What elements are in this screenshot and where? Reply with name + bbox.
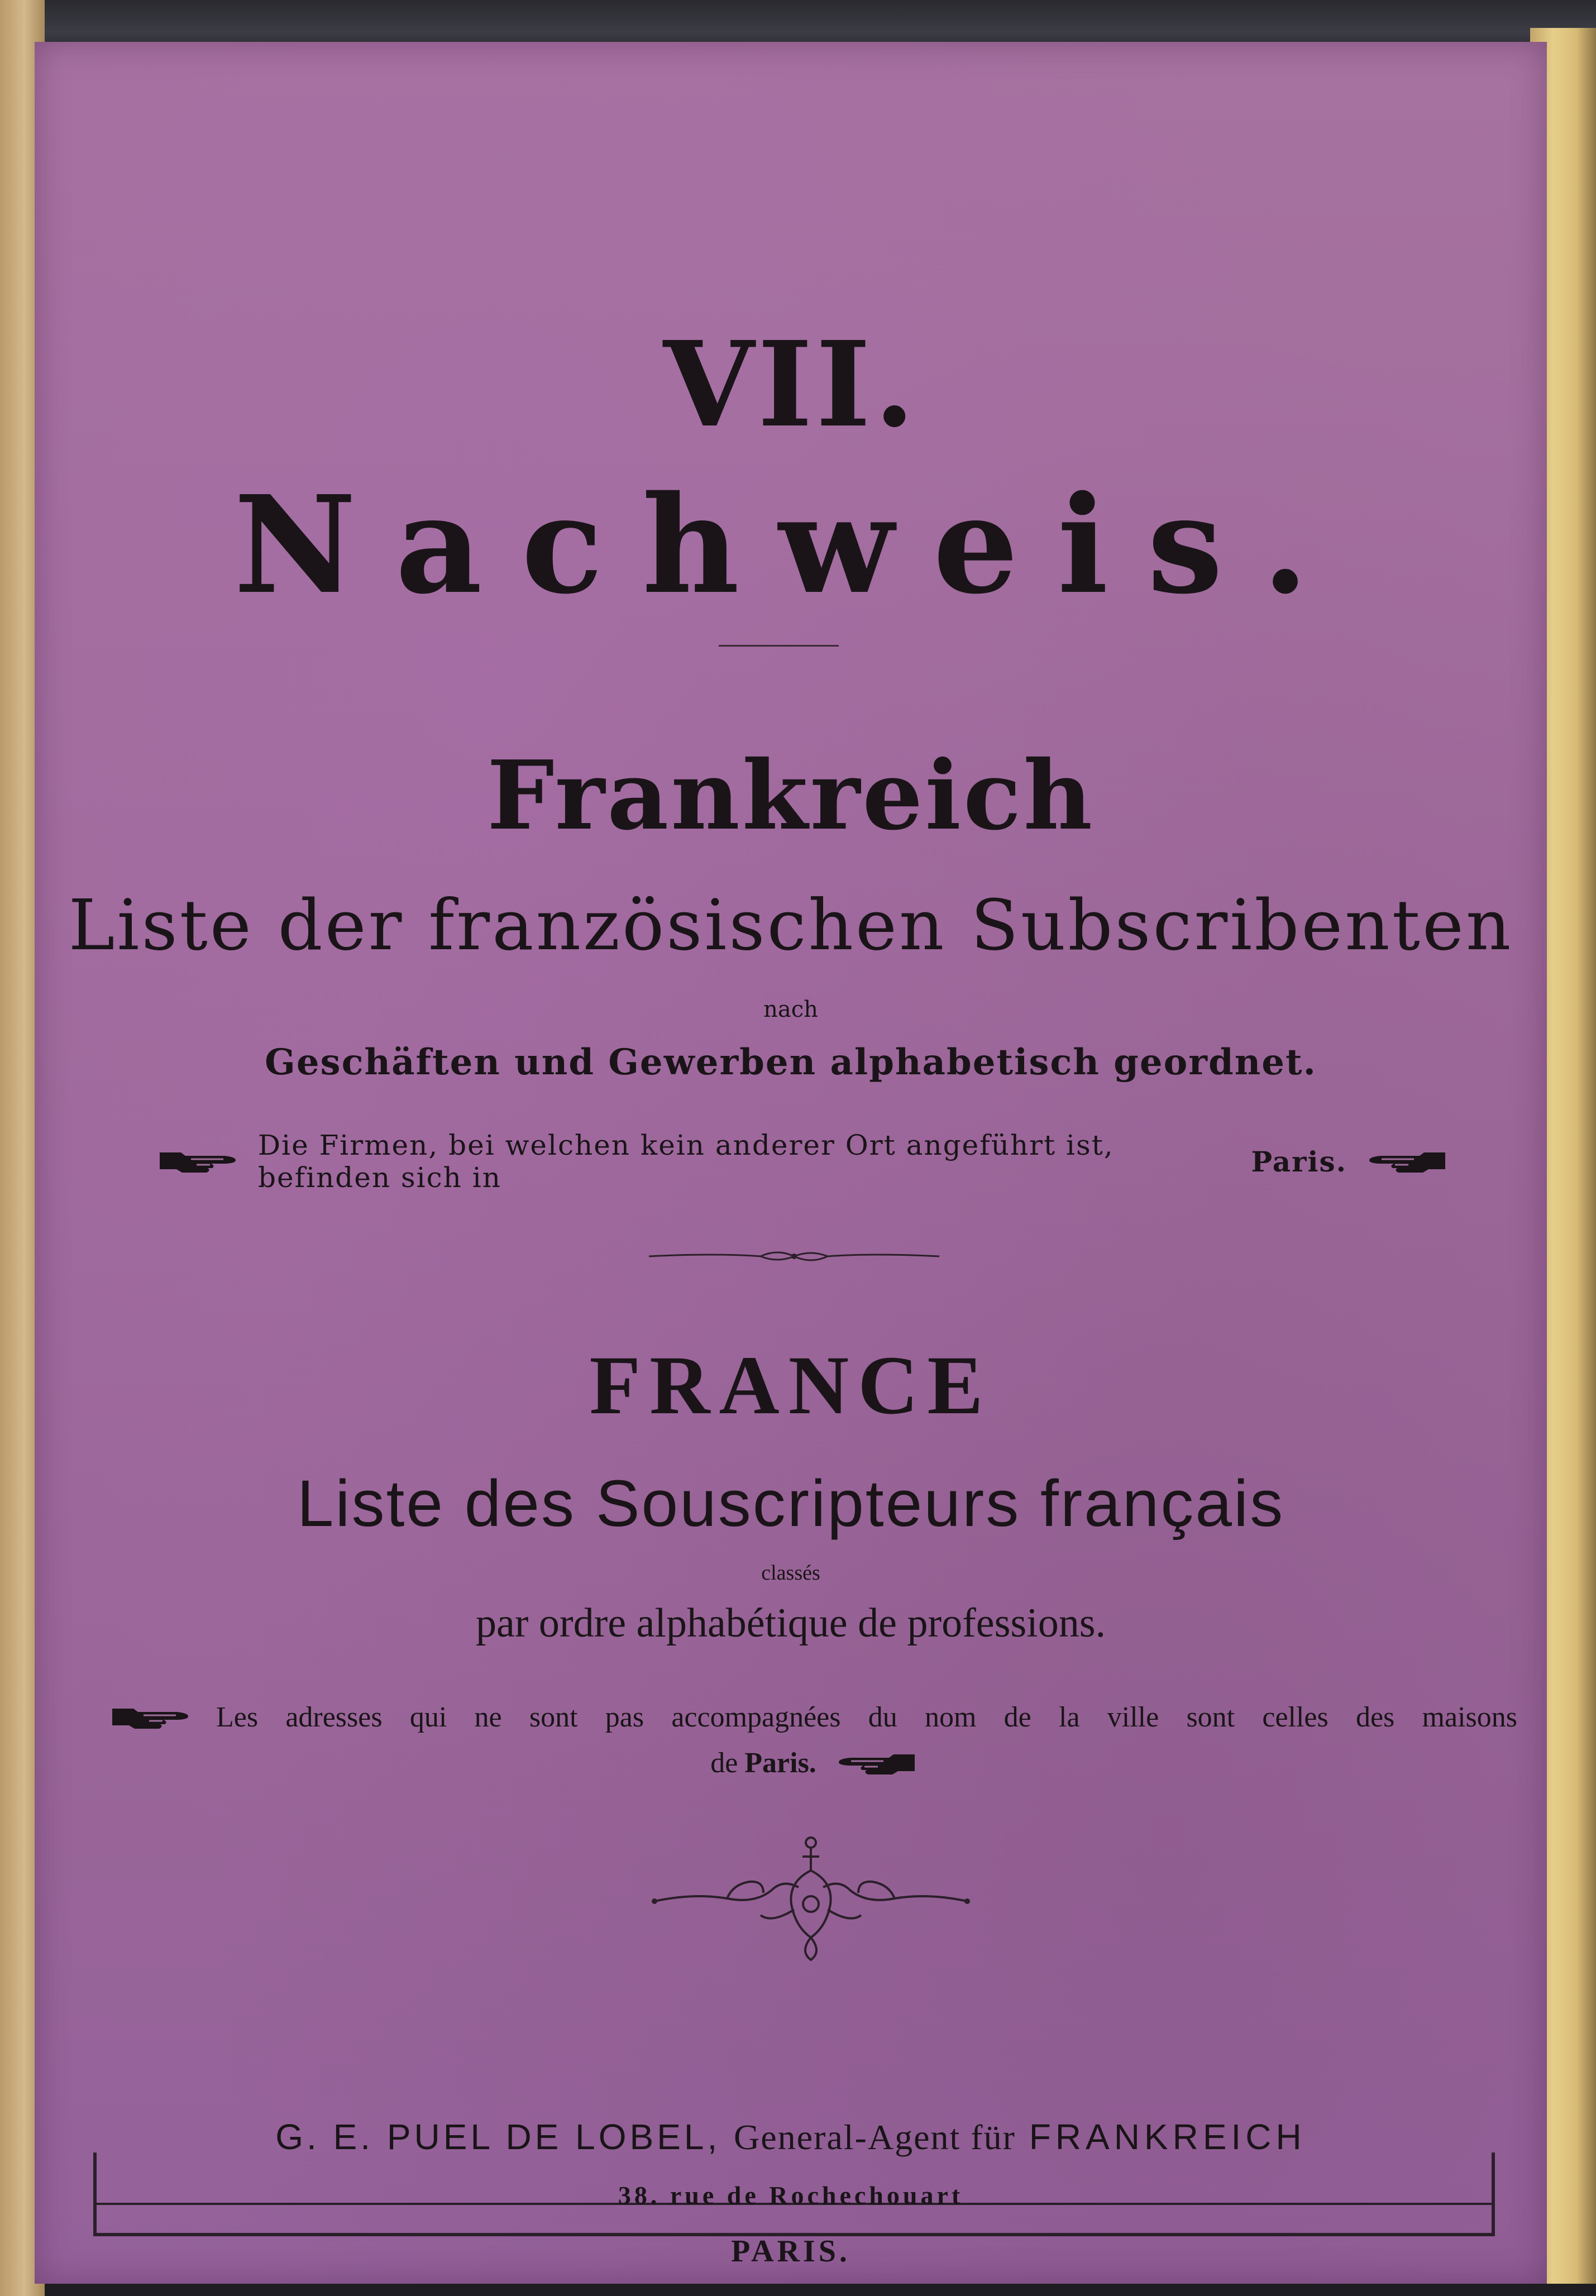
note-fr-line1: Les adresses qui ne sont pas accompagnées du nom de la ville sont celles des maisons	[216, 1701, 1517, 1733]
note-fr-city: Paris.	[744, 1747, 816, 1779]
publisher-line	[35, 2116, 1547, 2158]
ornament-divider-icon	[649, 1245, 939, 1267]
note-fr	[110, 1695, 1517, 1786]
pointing-hand-right-icon	[110, 1701, 194, 1734]
ornament-fleuron-icon	[649, 1826, 973, 1965]
publisher-city: PARIS.	[731, 2234, 850, 2269]
publisher-address: 38. rue de Rochechouart	[618, 2181, 964, 2209]
title-page	[35, 42, 1547, 2284]
order-de: Geschäften und Gewerben alphabetisch geordnet.	[265, 1041, 1317, 1083]
short-rule	[719, 645, 839, 647]
subtitle-de: Liste der französischen Subscribenten	[68, 885, 1513, 966]
pointing-hand-right-icon	[157, 1145, 241, 1178]
section-title: Nachweis.	[233, 466, 1348, 624]
note-de-text: Die Firmen, bei welchen kein anderer Ort angeführt ist, befinden sich in	[258, 1129, 1114, 1194]
subtitle-fr: Liste des Souscripteurs français	[297, 1467, 1285, 1541]
publisher-name: G. E. PUEL DE LOBEL,	[275, 2117, 721, 2157]
order-fr: par ordre alphabétique de professions.	[475, 1600, 1106, 1646]
publisher-role: General-Agent für	[734, 2117, 1016, 2157]
connector-nach: nach	[763, 997, 818, 1022]
pointing-hand-left-icon	[1364, 1145, 1447, 1178]
country-heading-de: Frankreich	[486, 740, 1095, 852]
pointing-hand-left-icon	[833, 1747, 917, 1780]
connector-classes: classés	[761, 1561, 820, 1585]
publisher-country: FRANKREICH	[1029, 2117, 1306, 2157]
note-de-city: Paris.	[1251, 1145, 1347, 1178]
section-numeral: VII.	[663, 315, 919, 453]
country-heading-fr: FRANCE	[589, 1339, 992, 1432]
note-de	[157, 1129, 1447, 1194]
note-fr-prefix: de	[710, 1747, 738, 1779]
